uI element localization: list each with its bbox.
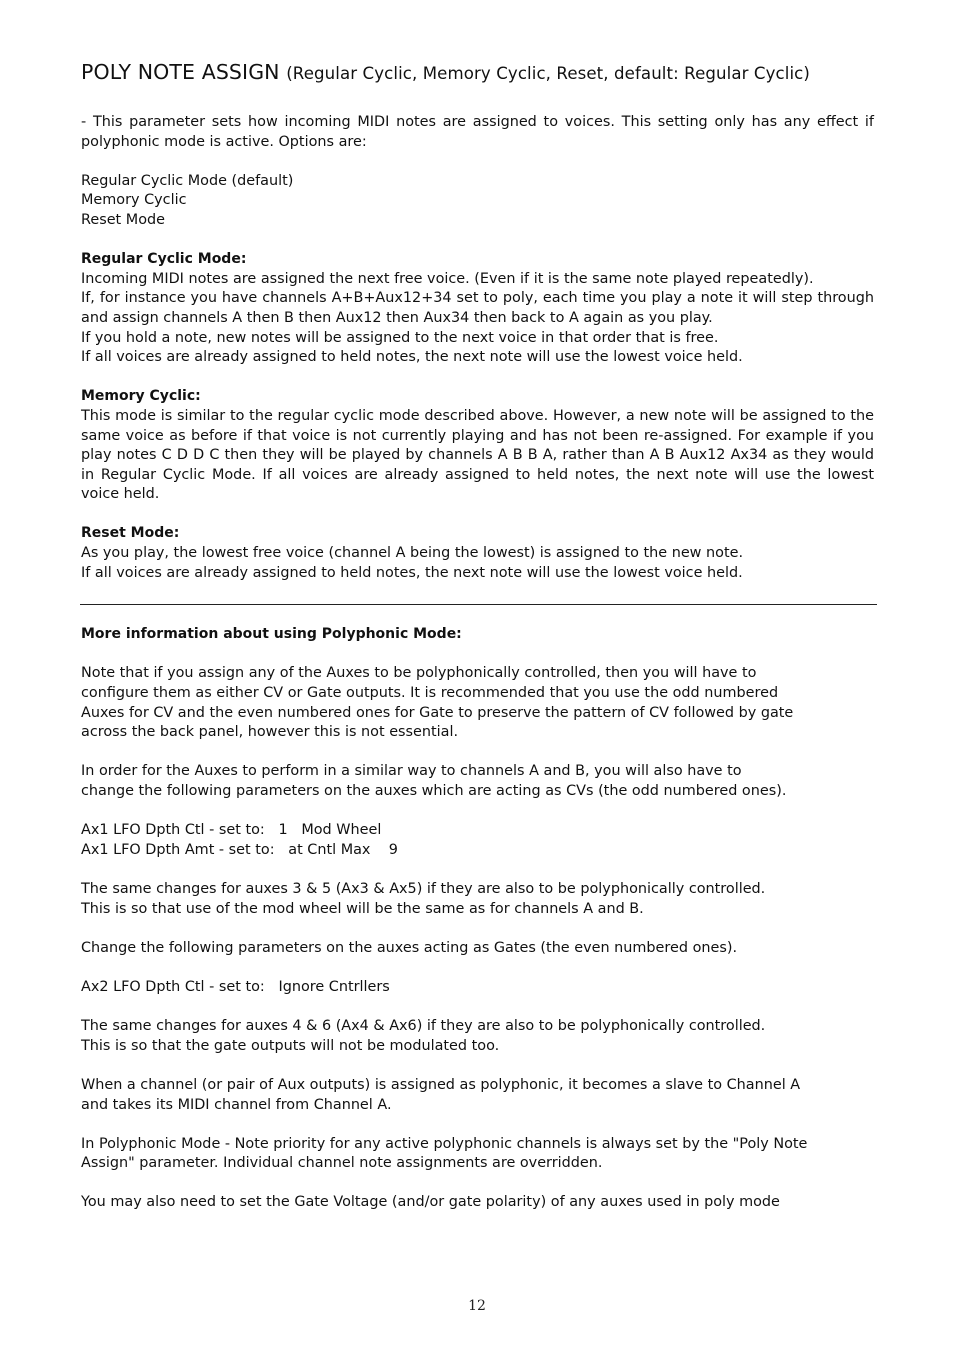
option-item: Memory Cyclic (81, 192, 187, 209)
reset-mode-heading: Reset Mode: (81, 525, 180, 542)
text-line: Auxes for CV and the even numbered ones for Gate to preserve the pattern of CV followed by gate (81, 704, 794, 721)
option-item: Regular Cyclic Mode (default) (81, 172, 294, 189)
more-info-paragraph (81, 1076, 874, 1115)
text-line: This is so that the gate outputs will not be modulated too. (81, 1037, 500, 1054)
section-title (81, 58, 874, 88)
regular-cyclic-line: If all voices are already assigned to held notes, the next note will use the lowest voice held. (81, 349, 743, 366)
text-line: Note that if you assign any of the Auxes to be polyphonically controlled, then you will have to (81, 665, 757, 682)
memory-cyclic-heading: Memory Cyclic: (81, 388, 201, 405)
parameter-line: Ax2 LFO Dpth Ctl - set to: Ignore Cntrllers (81, 978, 390, 995)
regular-cyclic-line: If, for instance you have channels A+B+Aux12+34 set to poly, each time you play a note it will step through and assign channels A then B then Aux12 then Aux34 then back to A again as you play. (81, 290, 874, 326)
text-line: When a channel (or pair of Aux outputs) is assigned as polyphonic, it becomes a slave to Channel A (81, 1076, 801, 1093)
reset-mode-section (81, 524, 874, 583)
reset-mode-line: As you play, the lowest free voice (channel A being the lowest) is assigned to the new note. (81, 545, 744, 562)
more-info-paragraph (81, 1193, 874, 1213)
regular-cyclic-section (81, 250, 874, 368)
text-line: Change the following parameters on the auxes acting as Gates (the even numbered ones). (81, 939, 738, 956)
title-options: (Regular Cyclic, Memory Cyclic, Reset, default: Regular Cyclic) (286, 64, 810, 83)
intro-paragraph: - This parameter sets how incoming MIDI notes are assigned to voices. This setting only has any effect if polyphonic mode is active. Options are: (81, 114, 874, 150)
parameter-line: Ax1 LFO Dpth Amt - set to: at Cntl Max 9 (81, 841, 398, 858)
more-info-section (81, 625, 874, 1213)
text-line: across the back panel, however this is not essential. (81, 724, 459, 741)
page-number: 12 (468, 1298, 486, 1314)
regular-cyclic-heading: Regular Cyclic Mode: (81, 251, 247, 268)
regular-cyclic-line: If you hold a note, new notes will be assigned to the next voice in that order that is free. (81, 329, 719, 346)
memory-cyclic-section (81, 387, 874, 505)
text-line: configure them as either CV or Gate outputs. It is recommended that you use the odd numbered (81, 685, 779, 702)
text-line: Assign" parameter. Individual channel note assignments are overridden. (81, 1155, 603, 1172)
reset-mode-line: If all voices are already assigned to held notes, the next note will use the lowest voice held. (81, 564, 743, 581)
text-line: In Polyphonic Mode - Note priority for any active polyphonic channels is always set by the "Poly Note (81, 1135, 808, 1152)
more-info-paragraph (81, 1135, 874, 1174)
more-info-paragraph (81, 664, 874, 742)
text-line: In order for the Auxes to perform in a similar way to channels A and B, you will also have to (81, 763, 742, 780)
more-info-paragraph (81, 880, 874, 919)
more-info-paragraph (81, 1017, 874, 1056)
text-line: and takes its MIDI channel from Channel A. (81, 1096, 392, 1113)
option-item: Reset Mode (81, 211, 165, 228)
page-content (81, 58, 874, 1213)
parameter-settings (81, 978, 874, 998)
parameter-settings (81, 821, 874, 860)
regular-cyclic-line: Incoming MIDI notes are assigned the next free voice. (Even if it is the same note played repeatedly). (81, 270, 814, 287)
options-list (81, 172, 874, 231)
parameter-line: Ax1 LFO Dpth Ctl - set to: 1 Mod Wheel (81, 822, 382, 839)
title-main: POLY NOTE ASSIGN (81, 60, 287, 84)
more-info-paragraph (81, 939, 874, 959)
text-line: The same changes for auxes 4 & 6 (Ax4 & Ax6) if they are also to be polyphonically controlled. (81, 1018, 766, 1035)
text-line: change the following parameters on the auxes which are acting as CVs (the odd numbered ones). (81, 783, 787, 799)
more-info-heading: More information about using Polyphonic Mode: (81, 626, 462, 643)
text-line: You may also need to set the Gate Voltage (and/or gate polarity) of any auxes used in poly mode (81, 1194, 780, 1211)
text-line: The same changes for auxes 3 & 5 (Ax3 & Ax5) if they are also to be polyphonically controlled. (81, 880, 766, 897)
more-info-paragraph (81, 762, 874, 801)
memory-cyclic-body: This mode is similar to the regular cyclic mode described above. However, a new note will be assigned to the same voice as before if that voice is not currently playing and has not been re-assigned. For example if you play notes C D D C then they will be played by channels A B B A, rather than A B Aux12 Ax34 as they would in Regular Cyclic Mode. If all voices are already assigned to held notes, the next note will use the lowest voice held. (81, 407, 874, 503)
text-line: This is so that use of the mod wheel will be the same as for channels A and B. (81, 900, 644, 917)
